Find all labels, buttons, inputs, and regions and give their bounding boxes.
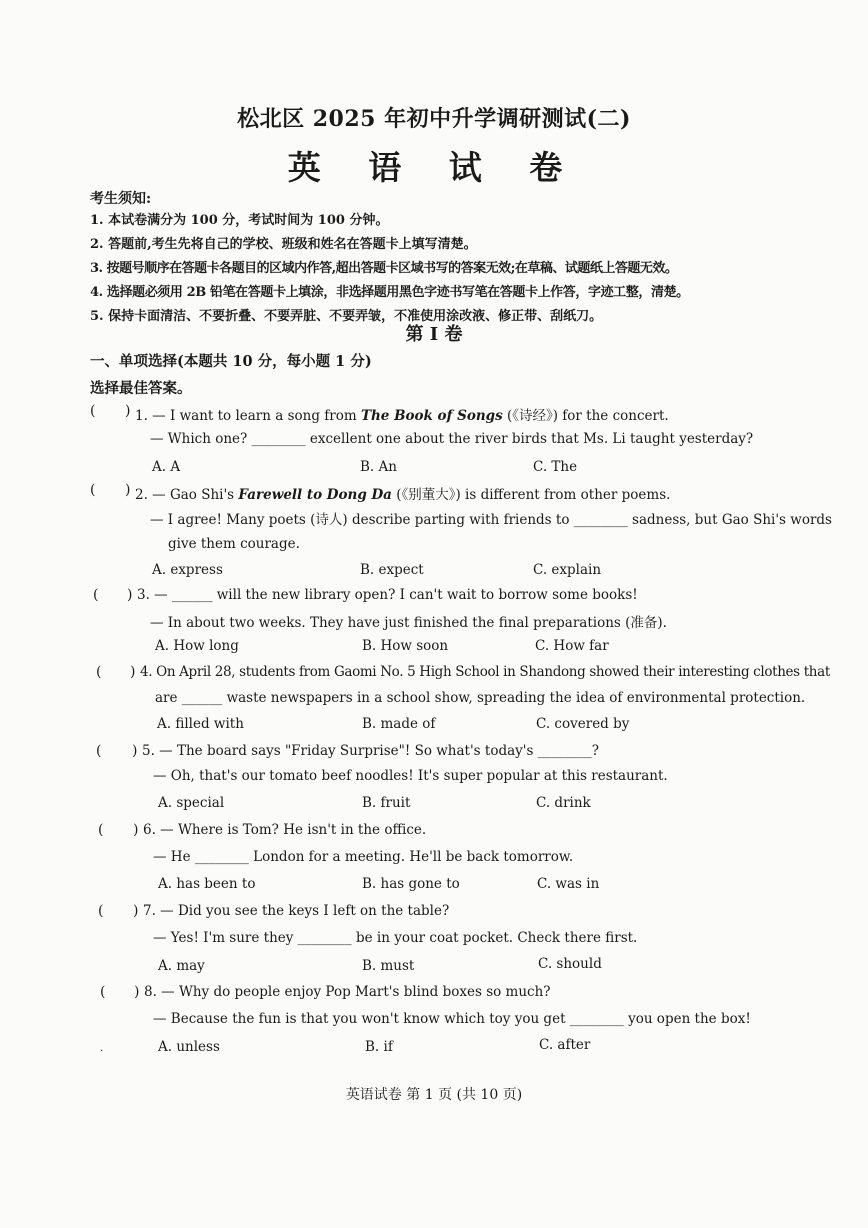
question-stem: 3. — ______ will the new library open? I can't wait to borrow some books! (137, 587, 638, 603)
question-stem: 6. — Where is Tom? He isn't in the office. (143, 822, 427, 838)
option-b: B. expect (360, 562, 424, 578)
option-c: C. The (533, 459, 578, 475)
option-c: C. drink (536, 795, 591, 811)
question-line: — In about two weeks. They have just finished the final preparations (准备). (150, 615, 667, 631)
option-b: B. An (360, 459, 397, 475)
question-line: — I agree! Many poets (诗人) describe parting with friends to ________ sadness, but Gao Shi's words (150, 512, 832, 528)
section-title: 一、单项选择(本题共 10 分，每小题 1 分) (90, 353, 372, 370)
option-a: A. A (152, 459, 181, 475)
notice-item: 5. 保持卡面清洁、不要折叠、不要弄脏、不要弄皱，不准使用涂改液、修正带、刮纸刀。 (90, 309, 603, 324)
option-b: B. fruit (362, 795, 411, 811)
answer-paren-open[interactable]: ( (96, 743, 102, 759)
question-line: — Oh, that's our tomato beef noodles! It's super popular at this restaurant. (153, 768, 668, 784)
option-a: A. has been to (158, 876, 256, 892)
option-a: A. may (158, 958, 205, 974)
option-a: A. express (152, 562, 223, 578)
answer-paren-close: ) (134, 984, 140, 1000)
notice-item: 3. 按题号顺序在答题卡各题目的区域内作答,超出答题卡区域书写的答案无效;在草稿、试题纸上答题无效。 (90, 261, 678, 276)
option-a: A. filled with (157, 716, 244, 732)
option-c: C. covered by (536, 716, 630, 732)
option-a: A. unless (158, 1039, 220, 1055)
question-line: — Which one? ________ excellent one about the river birds that Ms. Li taught yesterday? (150, 431, 754, 447)
option-c: C. was in (537, 876, 600, 892)
question-stem: 5. — The board says "Friday Surprise"! So what's today's ________? (142, 743, 599, 759)
exam-title: 松北区 2025 年初中升学调研测试(二) (237, 106, 631, 132)
question-line: — Because the fun is that you won't know which toy you get ________ you open the box! (153, 1011, 751, 1027)
option-a: A. How long (155, 638, 239, 654)
answer-paren-close: ) (133, 822, 139, 838)
answer-paren-open[interactable]: ( (98, 903, 104, 919)
subject-title: 英 语 试 卷 (287, 148, 581, 187)
page-footer: 英语试卷 第 1 页 (共 10 页) (345, 1087, 523, 1103)
volume-heading: 第 I 卷 (405, 324, 463, 345)
option-c: C. should (538, 956, 602, 972)
notice-item: 1. 本试卷满分为 100 分，考试时间为 100 分钟。 (90, 213, 389, 228)
answer-paren-open[interactable]: ( (90, 403, 96, 419)
question-line: are ______ waste newspapers in a school show, spreading the idea of environmental protection. (155, 690, 806, 706)
answer-paren-close: ) (133, 903, 139, 919)
scan-speck: · (100, 1046, 104, 1057)
answer-paren-open[interactable]: ( (93, 587, 99, 603)
question-stem: 8. — Why do people enjoy Pop Mart's blind boxes so much? (144, 984, 551, 1000)
question-line: — He ________ London for a meeting. He'll be back tomorrow. (153, 849, 574, 865)
answer-paren-open[interactable]: ( (100, 984, 106, 1000)
answer-paren-close: ) (132, 743, 138, 759)
question-stem: 4. On April 28, students from Gaomi No. 5 High School in Shandong showed their interesting clothes that (140, 664, 830, 680)
question-stem: 1. — I want to learn a song from The Book of Songs (《诗经》) for the concert. (135, 408, 669, 424)
answer-paren-close: ) (127, 587, 133, 603)
answer-paren-close: ) (125, 482, 131, 498)
option-b: B. has gone to (362, 876, 460, 892)
option-b: B. How soon (362, 638, 449, 654)
notice-item: 2. 答题前,考生先将自己的学校、班级和姓名在答题卡上填写清楚。 (90, 237, 477, 252)
option-a: A. special (158, 795, 225, 811)
option-b: B. must (362, 958, 415, 974)
section-instruction: 选择最佳答案。 (90, 380, 192, 397)
answer-paren-open[interactable]: ( (96, 664, 102, 680)
answer-paren-open[interactable]: ( (98, 822, 104, 838)
answer-paren-close: ) (130, 664, 136, 680)
question-line: give them courage. (168, 536, 300, 552)
option-c: C. after (539, 1037, 591, 1053)
option-b: B. if (365, 1039, 393, 1055)
notice-item: 4. 选择题必须用 2B 铅笔在答题卡上填涂，非选择题用黑色字迹书写笔在答题卡上作答，字迹工整，清楚。 (90, 285, 689, 300)
question-line: — Yes! I'm sure they ________ be in your coat pocket. Check there first. (153, 930, 638, 946)
option-c: C. explain (533, 562, 602, 578)
answer-paren-close: ) (125, 403, 131, 419)
notice-heading: 考生须知: (90, 191, 152, 207)
question-stem: 7. — Did you see the keys I left on the table? (143, 903, 450, 919)
question-stem: 2. — Gao Shi's Farewell to Dong Da (《别董大》) is different from other poems. (135, 487, 671, 503)
answer-paren-open[interactable]: ( (90, 482, 96, 498)
option-c: C. How far (535, 638, 609, 654)
option-b: B. made of (362, 716, 436, 732)
